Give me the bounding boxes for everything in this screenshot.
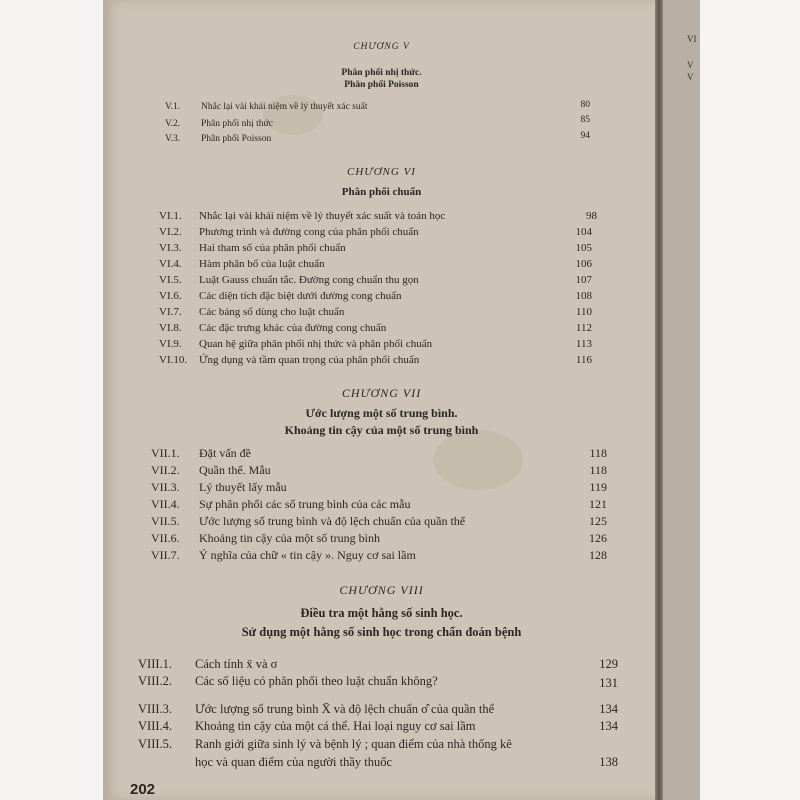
toc-item-page: 107 <box>575 274 592 286</box>
background-right <box>700 0 800 800</box>
toc-item-page: 112 <box>575 322 592 334</box>
toc-item-number: VIII.1. <box>138 657 173 671</box>
toc-item-title: Ứng dụng và tầm quan trọng của phân phối chuẩn <box>199 354 420 366</box>
toc-item-number: VIII.2. <box>138 674 173 688</box>
toc-item-number: VII.7. <box>151 548 180 562</box>
chapter-title-vii-line2: Khoảng tin cậy của một số trung bình <box>284 423 479 437</box>
toc-item-number: VII.2. <box>151 463 180 477</box>
toc-item-number: VII.4. <box>151 497 180 511</box>
toc-item-title: Ước lượng số trung bình và độ lệch chuẩn của quần thể <box>199 514 466 528</box>
toc-item-number: VI.1. <box>159 210 182 222</box>
toc-item-page: 118 <box>589 463 607 477</box>
toc-item-title: Quần thể. Mẫu <box>199 463 271 477</box>
toc-item-number: VI.7. <box>159 306 182 318</box>
toc-item-page: 108 <box>575 290 592 302</box>
toc-item-number: VI.6. <box>159 290 182 302</box>
next-page-edge <box>663 0 700 800</box>
toc-item-page: 104 <box>575 226 592 238</box>
toc-item-title: Hai tham số của phân phối chuẩn <box>199 242 346 254</box>
toc-item-number: VI.5. <box>159 274 182 286</box>
toc-item-number: V.3. <box>165 134 181 144</box>
toc-item-title: Các bảng số dùng cho luật chuẩn <box>199 306 345 318</box>
chapter-title-viii-line2: Sử dụng một hằng số sinh học trong chẩn đoán bệnh <box>241 625 522 639</box>
toc-item-title: Đặt vấn đề <box>199 446 251 460</box>
toc-item-title: Khoảng tin cậy của một cá thể. Hai loại nguy cơ sai lầm <box>195 719 476 733</box>
chapter-heading-viii: CHƯƠNG VIII <box>339 583 424 597</box>
next-page-fragment: V <box>687 60 694 70</box>
toc-item-number: VIII.4. <box>138 719 173 733</box>
toc-item-title: Phương trình và đường cong của phân phối chuẩn <box>199 226 419 238</box>
toc-item-title: Nhắc lại vài khái niệm về lý thuyết xác suất <box>201 102 368 112</box>
chapter-title-viii-line1: Điều tra một hằng số sinh học. <box>300 606 463 620</box>
toc-item-title: Ý nghĩa của chữ « tin cậy ». Nguy cơ sai lầm <box>199 548 416 562</box>
toc-item-title: Các đặc trưng khác của đường cong chuẩn <box>199 322 387 334</box>
toc-item-number: VI.3. <box>159 242 182 254</box>
page-stain <box>263 95 323 135</box>
toc-item-number: VII.5. <box>151 514 180 528</box>
chapter-title-vii-line1: Ước lượng một số trung bình. <box>305 406 458 420</box>
chapter-title-v-line2: Phân phối Poisson <box>344 80 419 90</box>
background-left <box>0 0 103 800</box>
toc-item-page: 134 <box>599 702 618 716</box>
toc-item-number: VIII.5. <box>138 737 173 751</box>
toc-item-number: VI.8. <box>159 322 182 334</box>
toc-item-page: 110 <box>575 306 592 318</box>
chapter-title-vi: Phân phối chuẩn <box>341 186 422 198</box>
toc-item-page: 126 <box>589 531 607 545</box>
toc-item-page: 105 <box>575 242 592 254</box>
toc-item-page: 85 <box>580 115 590 125</box>
toc-item-title: Các diện tích đặc biệt dưới đường cong chuẩn <box>199 290 402 302</box>
toc-item-number: V.1. <box>165 102 181 112</box>
toc-item-title: Sự phân phối các số trung bình của các mẫu <box>199 497 411 511</box>
toc-item-number: VIII.3. <box>138 702 173 716</box>
book-page <box>103 0 660 800</box>
toc-item-number: V.2. <box>165 119 181 129</box>
toc-item-page: 125 <box>589 514 607 528</box>
toc-item-number: VII.6. <box>151 531 180 545</box>
toc-item-page: 94 <box>580 131 590 141</box>
page-number: 202 <box>130 781 156 798</box>
toc-item-title: Lý thuyết lấy mẫu <box>199 480 287 494</box>
toc-item-number: VII.1. <box>151 446 180 460</box>
toc-item-title: Hàm phân bố của luật chuẩn <box>199 258 325 270</box>
toc-item-number: VII.3. <box>151 480 180 494</box>
toc-item-title: Luật Gauss chuẩn tắc. Đường cong chuẩn thu gọn <box>199 274 419 286</box>
next-page-fragment: VI <box>687 34 697 44</box>
toc-item-page: 118 <box>589 446 607 460</box>
toc-item-page: 121 <box>589 497 607 511</box>
chapter-title-v-line1: Phân phối nhị thức. <box>341 68 422 78</box>
toc-item-page: 106 <box>575 258 592 270</box>
toc-item-title: Cách tính x̄ và σ <box>195 657 278 671</box>
toc-item-page: 128 <box>589 548 607 562</box>
toc-item-title: Khoảng tin cậy của một số trung bình <box>199 531 380 545</box>
toc-item-title: Ước lượng số trung bình X̄ và độ lệch chuẩn σ̂ của quần thể <box>195 702 495 716</box>
toc-item-title: Nhắc lại vài khái niệm về lý thuyết xác suất và toán học <box>199 210 446 222</box>
toc-item-page: 134 <box>599 719 618 733</box>
book-gutter <box>655 0 663 800</box>
toc-item-number: VI.2. <box>159 226 182 238</box>
toc-item-page: 129 <box>599 657 618 671</box>
toc-item-number: VI.4. <box>159 258 182 270</box>
chapter-heading-vi: CHƯƠNG VI <box>347 166 416 178</box>
toc-item-page: 98 <box>586 210 597 222</box>
toc-item-title: Ranh giới giữa sinh lý và bệnh lý ; quan điểm của nhà thống kê <box>195 737 512 751</box>
toc-item-title: Phân phối Poisson <box>201 134 272 144</box>
toc-item-title-continued: học và quan điểm của người thầy thuốc <box>195 755 393 769</box>
toc-item-page: 119 <box>589 480 607 494</box>
chapter-heading-vii: CHƯƠNG VII <box>341 386 422 400</box>
toc-item-number: VI.10. <box>159 354 188 366</box>
toc-item-title: Các số liệu có phân phối theo luật chuẩn không? <box>195 674 438 688</box>
toc-item-page: 80 <box>580 100 590 110</box>
toc-item-page: 138 <box>599 755 618 769</box>
toc-item-number: VI.9. <box>159 338 182 350</box>
next-page-fragment: V <box>687 72 694 82</box>
toc-item-page: 131 <box>599 676 618 690</box>
toc-item-page: 113 <box>575 338 592 350</box>
toc-item-title: Phân phối nhị thức <box>201 119 273 129</box>
toc-item-title: Quan hệ giữa phân phối nhị thức và phân phối chuẩn <box>199 338 433 350</box>
toc-item-page: 116 <box>575 354 592 366</box>
page-stain <box>433 430 523 490</box>
chapter-heading-v: CHƯƠNG V <box>353 42 410 52</box>
